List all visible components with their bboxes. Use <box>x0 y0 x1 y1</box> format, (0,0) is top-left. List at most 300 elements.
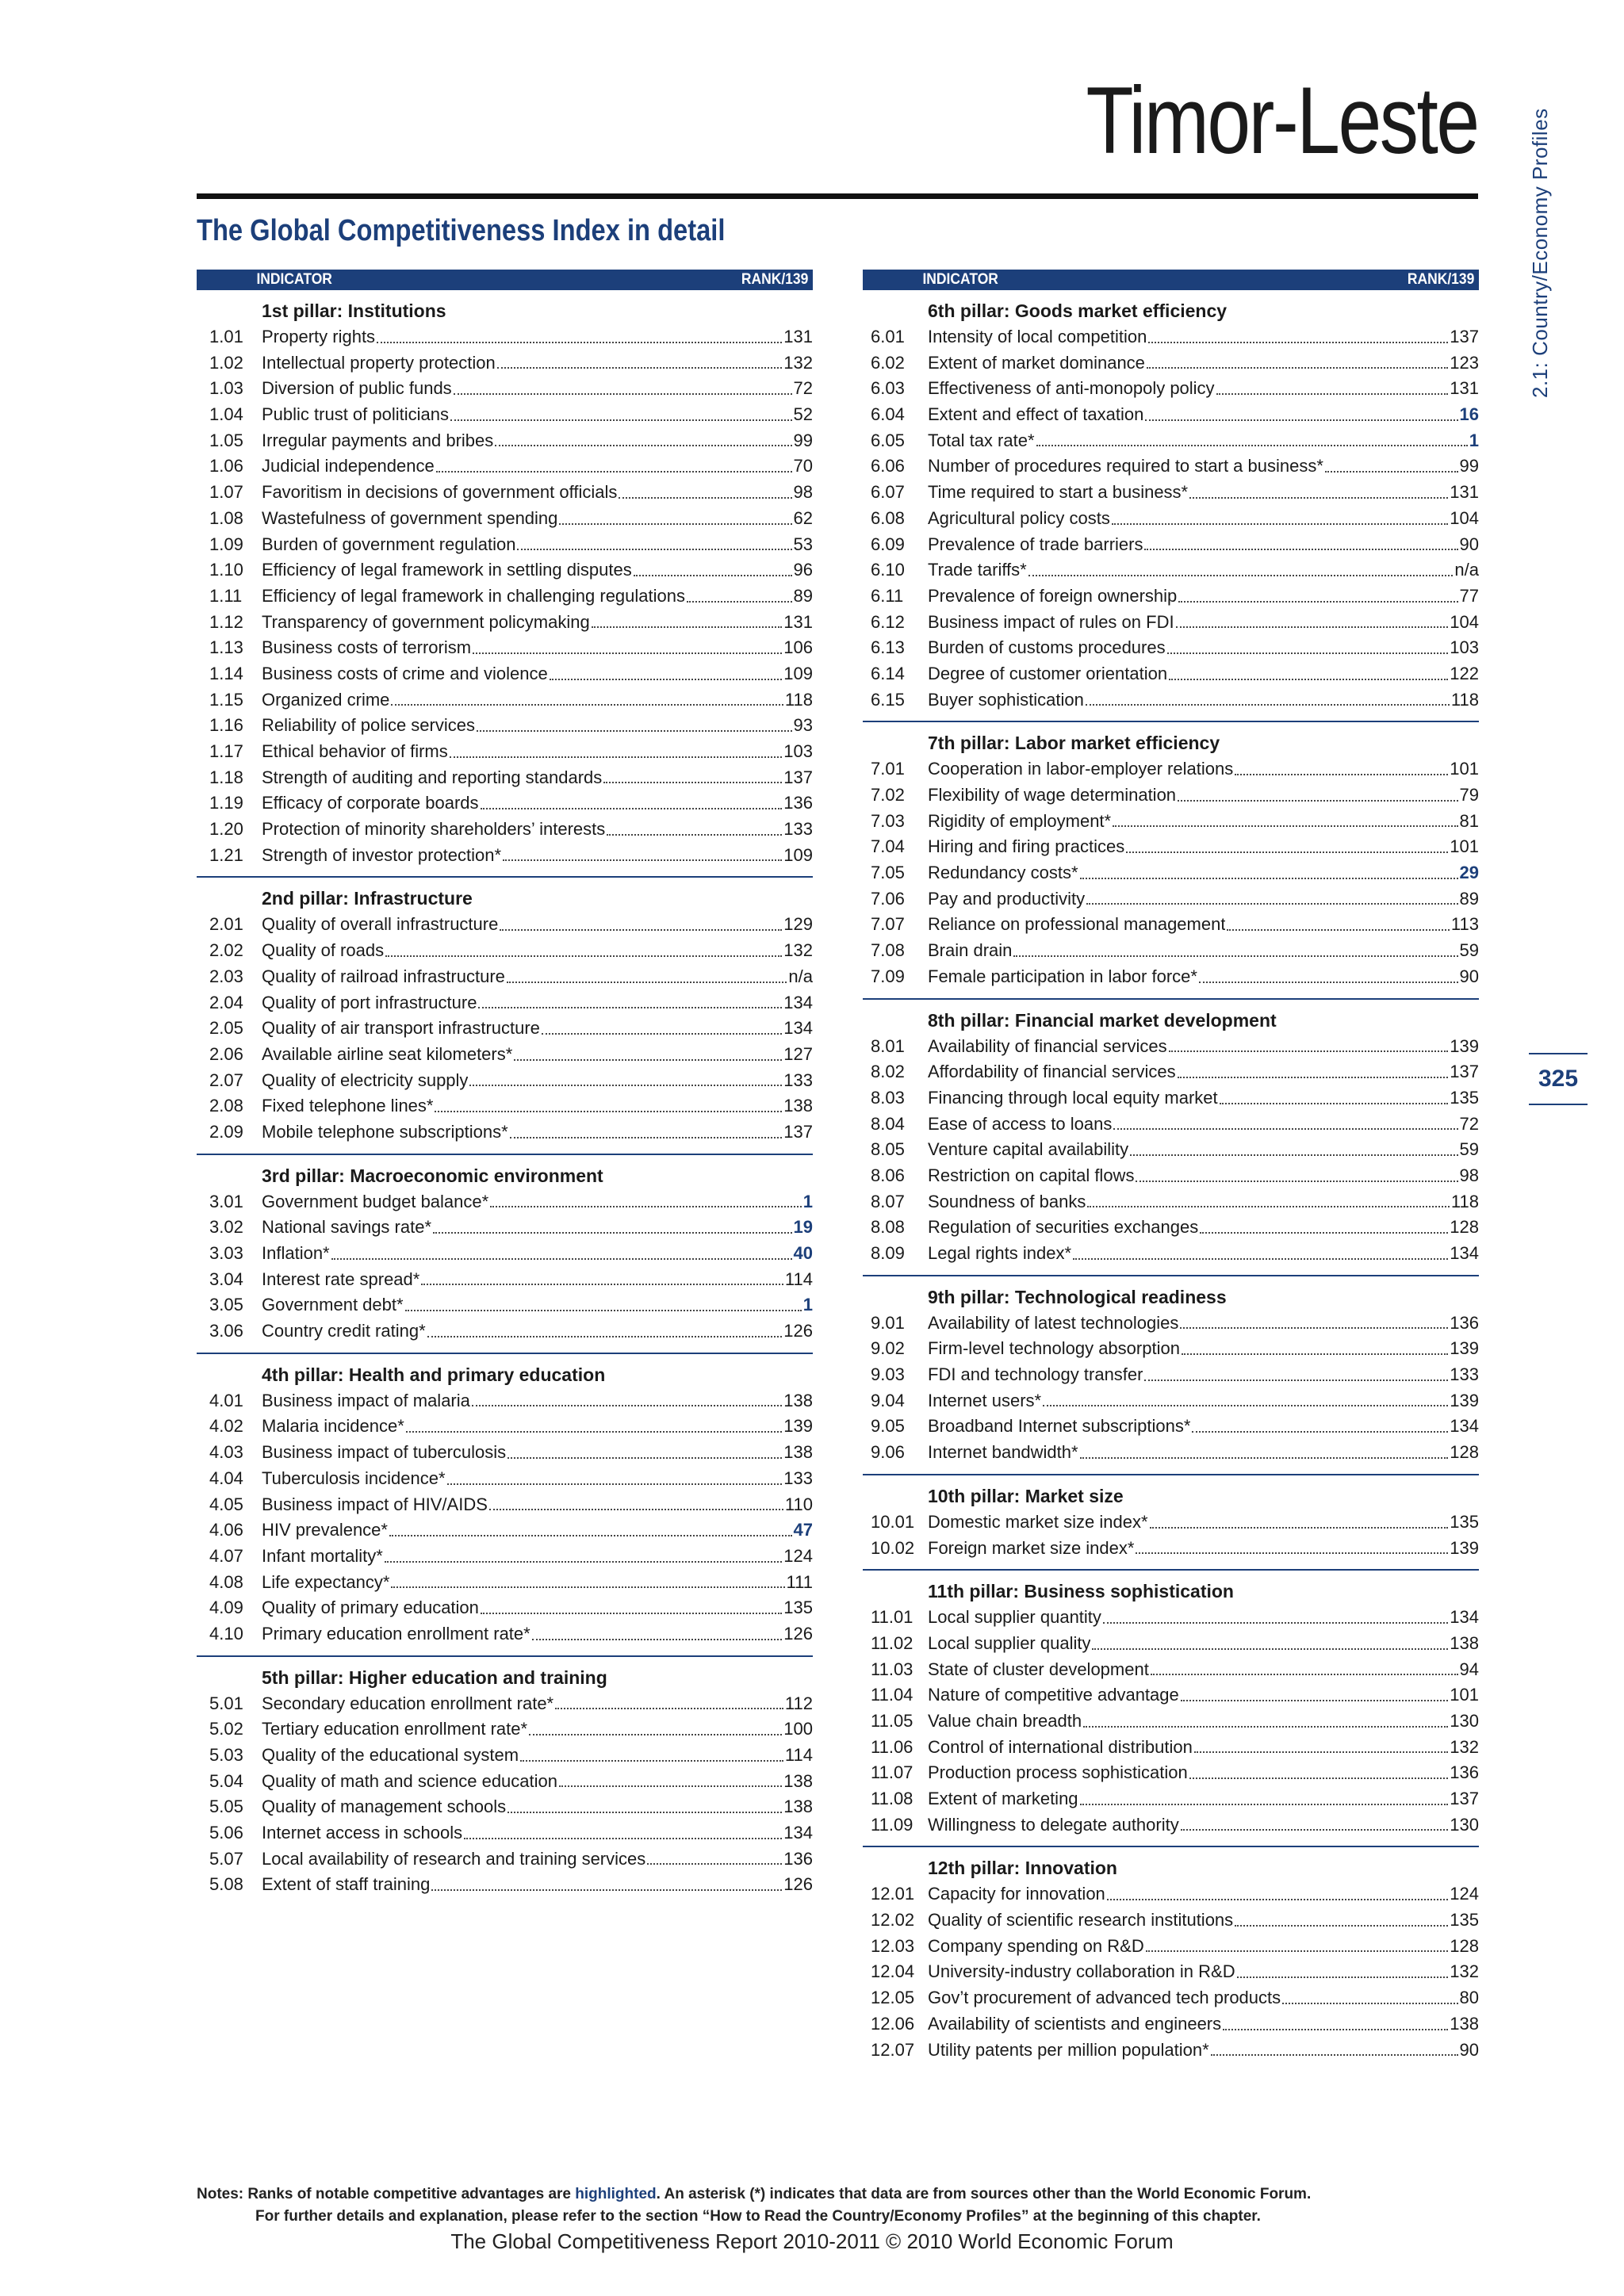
indicator-code: 7.03 <box>871 810 905 831</box>
indicator-name: Ease of access to loans <box>928 1113 1113 1134</box>
indicator-name: National savings rate* <box>262 1217 432 1238</box>
indicator-row <box>197 964 813 990</box>
indicator-code: 6.01 <box>871 327 905 346</box>
indicator-name: Female participation in labor force* <box>928 966 1197 986</box>
dot-leader <box>477 713 792 732</box>
indicator-row <box>863 1985 1479 2011</box>
indicator-rank: 77 <box>1459 585 1479 606</box>
indicator-rank: 90 <box>1459 2039 1479 2060</box>
indicator-name: Government budget balance* <box>262 1191 489 1211</box>
dot-leader <box>1036 428 1468 447</box>
indicator-row <box>863 1908 1479 1934</box>
indicator-name: Total tax rate* <box>928 430 1035 450</box>
indicator-rank: 139 <box>1450 1537 1479 1558</box>
indicator-name: Secondary education enrollment rate* <box>262 1693 554 1713</box>
dot-leader <box>433 1215 792 1234</box>
indicator-row <box>863 1085 1479 1112</box>
indicator-row <box>863 1786 1479 1812</box>
indicator-name: Willingness to delegate authority <box>928 1814 1179 1835</box>
indicator-code: 4.01 <box>209 1390 243 1410</box>
indicator-row <box>197 506 813 532</box>
indicator-code: 6.15 <box>871 689 905 710</box>
indicator-name: Production process sophistication <box>928 1762 1188 1783</box>
pillar-title: 7th pillar: Labor market efficiency <box>928 733 1220 754</box>
indicator-row <box>863 860 1479 886</box>
indicator-rank: 94 <box>1459 1659 1479 1679</box>
indicator-name: Quality of port infrastructure <box>262 992 477 1012</box>
indicator-rank: 132 <box>1450 1961 1479 1982</box>
indicator-code: 11.05 <box>871 1710 914 1731</box>
indicator-name: Soundness of banks <box>928 1191 1086 1211</box>
indicator-row <box>197 453 813 480</box>
dot-leader <box>1083 1709 1448 1728</box>
indicator-code: 4.04 <box>209 1468 243 1488</box>
indicator-row <box>197 817 813 843</box>
indicator-name: Tertiary education enrollment rate* <box>262 1719 528 1739</box>
dot-leader <box>389 1517 792 1536</box>
pillar-title: 5th pillar: Higher education and training <box>262 1667 607 1688</box>
dot-leader <box>1194 1735 1448 1754</box>
pillar-title: 10th pillar: Market size <box>928 1485 1124 1506</box>
indicator-name: Reliability of police services <box>262 715 475 736</box>
indicator-name: Buyer sophistication <box>928 689 1084 710</box>
indicator-name: Tuberculosis incidence* <box>262 1468 446 1488</box>
notes-line-2: For further details and explanation, please refer to the section “How to Read the Country/Economy Profiles” at the beginning of this chapter. <box>255 2208 1261 2225</box>
indicator-row <box>197 1517 813 1544</box>
indicator-name: Country credit rating* <box>262 1321 426 1341</box>
indicator-code: 6.08 <box>871 507 905 528</box>
indicator-header: INDICATOR <box>922 271 998 288</box>
indicator-name: Efficiency of legal framework in challenging regulations <box>262 585 685 606</box>
indicator-rank: 138 <box>1450 1632 1479 1653</box>
indicator-code: 1.09 <box>209 534 243 554</box>
indicator-row <box>197 1716 813 1743</box>
indicator-rank: 134 <box>1450 1416 1479 1437</box>
indicator-code: 12.03 <box>871 1935 915 1956</box>
pillar-section <box>197 876 813 1145</box>
indicator-code: 1.10 <box>209 560 243 580</box>
indicator-code: 7.01 <box>871 759 905 779</box>
dot-leader <box>619 480 791 499</box>
indicator-code: 9.04 <box>871 1390 905 1410</box>
indicator-code: 1.13 <box>209 637 243 658</box>
indicator-rank: 124 <box>783 1545 813 1566</box>
indicator-row <box>197 610 813 636</box>
dot-leader <box>1136 1536 1448 1555</box>
indicator-rank: 133 <box>783 1070 813 1090</box>
indicator-rank: 128 <box>1450 1217 1479 1238</box>
indicator-code: 5.04 <box>209 1770 243 1791</box>
indicator-header: INDICATOR <box>256 271 332 288</box>
dot-leader <box>1192 1414 1448 1433</box>
section-title: The Global Competitiveness Index in detail <box>197 214 726 247</box>
pillar-section <box>197 298 813 868</box>
dot-leader <box>1181 1812 1449 1831</box>
indicator-code: 3.01 <box>209 1191 243 1211</box>
indicator-row <box>863 1059 1479 1085</box>
indicator-rank: 99 <box>1459 456 1479 476</box>
indicator-rank: 134 <box>783 1018 813 1039</box>
indicator-rank: 90 <box>1459 534 1479 554</box>
indicator-code: 10.01 <box>871 1511 915 1532</box>
dot-leader <box>1147 350 1448 369</box>
dot-leader <box>431 1872 782 1891</box>
indicator-name: Diversion of public funds <box>262 378 452 399</box>
indicator-code: 11.03 <box>871 1659 914 1679</box>
dot-leader <box>1080 1440 1449 1459</box>
dot-leader <box>1126 834 1448 853</box>
indicator-row <box>197 1846 813 1873</box>
indicator-code: 5.02 <box>209 1719 243 1739</box>
indicator-name: Organized crime <box>262 689 390 710</box>
indicator-row <box>197 1189 813 1215</box>
dot-leader <box>481 790 783 809</box>
indicator-rank: 118 <box>1450 1191 1479 1211</box>
dot-leader <box>1144 532 1457 551</box>
indicator-code: 4.10 <box>209 1623 243 1644</box>
indicator-row <box>197 1544 813 1570</box>
indicator-row <box>863 756 1479 783</box>
dot-leader <box>497 350 783 369</box>
dot-leader <box>542 1016 782 1035</box>
dot-leader <box>647 1846 782 1866</box>
dot-leader <box>1150 1510 1449 1529</box>
indicator-rank: 104 <box>1450 507 1479 528</box>
dot-leader <box>503 843 782 862</box>
dot-leader <box>559 1769 782 1788</box>
indicator-row <box>197 532 813 558</box>
indicator-row <box>197 1872 813 1898</box>
indicator-row <box>197 402 813 428</box>
indicator-row <box>197 1119 813 1146</box>
indicator-name: FDI and technology transfer <box>928 1364 1143 1385</box>
dot-leader <box>472 1388 782 1407</box>
indicator-rank: 126 <box>783 1321 813 1341</box>
indicator-row <box>863 453 1479 480</box>
left-pillars <box>197 298 813 1898</box>
indicator-rank-highlighted: 19 <box>793 1217 813 1238</box>
indicator-rank: 109 <box>783 663 813 683</box>
indicator-row <box>863 938 1479 964</box>
indicator-row <box>197 687 813 714</box>
dot-leader <box>427 1318 783 1337</box>
indicator-name: Internet users* <box>928 1390 1042 1410</box>
dot-leader <box>454 376 792 395</box>
indicator-name: Inflation* <box>262 1243 330 1263</box>
indicator-row <box>197 428 813 454</box>
indicator-rank: 135 <box>1450 1511 1479 1532</box>
dot-leader <box>1325 453 1458 473</box>
indicator-rank-highlighted: 40 <box>793 1243 813 1263</box>
indicator-row <box>197 480 813 506</box>
indicator-name: Protection of minority shareholders’ interests <box>262 819 606 840</box>
indicator-row <box>197 1621 813 1647</box>
column-header <box>197 270 813 290</box>
indicator-rank: 130 <box>1450 1710 1479 1731</box>
indicator-name: Availability of latest technologies <box>928 1312 1179 1333</box>
dot-leader <box>405 1292 802 1311</box>
indicator-rank: 138 <box>783 1770 813 1791</box>
indicator-row <box>197 1093 813 1119</box>
indicator-code: 4.09 <box>209 1598 243 1618</box>
indicator-rank: 128 <box>1450 1935 1479 1956</box>
indicator-code: 12.06 <box>871 2013 915 2034</box>
indicator-rank: 133 <box>783 1468 813 1488</box>
rank-header: RANK/139 <box>741 271 809 288</box>
dot-leader <box>391 687 783 706</box>
indicator-name: Available airline seat kilometers* <box>262 1043 513 1064</box>
dot-leader <box>1146 1934 1449 1953</box>
indicator-name: Quality of math and science education <box>262 1770 558 1791</box>
indicator-rank: 139 <box>1450 1035 1479 1056</box>
indicator-name: Agricultural policy costs <box>928 507 1110 528</box>
indicator-rank: 136 <box>1450 1312 1479 1333</box>
indicator-rank: 106 <box>783 637 813 658</box>
indicator-name: HIV prevalence* <box>262 1520 388 1540</box>
indicator-code: 2.02 <box>209 940 243 961</box>
dot-leader <box>495 428 791 447</box>
indicator-code: 3.04 <box>209 1269 243 1289</box>
indicator-name: Business impact of tuberculosis <box>262 1442 507 1463</box>
indicator-row <box>197 765 813 791</box>
indicator-row <box>863 1760 1479 1786</box>
indicator-name: Pay and productivity <box>928 888 1086 909</box>
indicator-row <box>863 1536 1479 1562</box>
indicator-rank-highlighted: 47 <box>793 1520 813 1540</box>
indicator-row <box>197 938 813 964</box>
indicator-row <box>863 1510 1479 1536</box>
indicator-row <box>863 1881 1479 1908</box>
indicator-code: 9.06 <box>871 1442 905 1463</box>
indicator-row <box>863 1336 1479 1362</box>
indicator-row <box>863 1189 1479 1215</box>
dot-leader <box>1200 1215 1448 1234</box>
indicator-code: 6.09 <box>871 534 905 554</box>
indicator-code: 5.05 <box>209 1797 243 1817</box>
indicator-row <box>863 1709 1479 1735</box>
indicator-rank: 98 <box>793 482 813 503</box>
indicator-row <box>197 1794 813 1820</box>
indicator-name: Restriction on capital flows <box>928 1165 1135 1185</box>
indicator-code: 7.09 <box>871 966 905 986</box>
dot-leader <box>1043 1388 1448 1407</box>
indicator-code: 11.08 <box>871 1789 914 1808</box>
indicator-code: 1.08 <box>209 507 243 528</box>
indicator-code: 8.06 <box>871 1165 905 1185</box>
pillar-section <box>197 1655 813 1899</box>
dot-leader <box>1073 1241 1448 1260</box>
dot-leader <box>1112 506 1448 525</box>
indicator-rank: 109 <box>783 844 813 865</box>
indicator-rank: 118 <box>1450 689 1479 710</box>
indicator-rank: 118 <box>784 689 813 710</box>
indicator-row <box>197 1267 813 1293</box>
dot-leader <box>1028 557 1454 576</box>
indicator-name: Trade tariffs* <box>928 560 1027 580</box>
dot-leader <box>1087 1189 1450 1208</box>
indicator-name: Brain drain <box>928 940 1013 961</box>
indicator-row <box>863 428 1479 454</box>
dot-leader <box>1167 635 1449 654</box>
indicator-row <box>197 790 813 817</box>
indicator-name: Availability of financial services <box>928 1035 1167 1056</box>
indicator-code: 6.03 <box>871 378 905 399</box>
indicator-code: 11.02 <box>871 1632 914 1653</box>
indicator-row <box>863 1163 1479 1189</box>
indicator-rank: 139 <box>783 1416 813 1437</box>
dot-leader <box>555 1691 783 1710</box>
dot-leader <box>450 402 792 421</box>
indicator-code: 1.17 <box>209 741 243 761</box>
indicator-rank: 126 <box>783 1874 813 1895</box>
indicator-name: Domestic market size index* <box>928 1511 1148 1532</box>
indicator-name: Burden of customs procedures <box>928 637 1166 658</box>
indicator-code: 1.15 <box>209 689 243 710</box>
indicator-row <box>197 1492 813 1518</box>
dot-leader <box>520 1743 783 1762</box>
indicator-code: 1.21 <box>209 844 243 865</box>
indicator-code: 8.01 <box>871 1035 905 1056</box>
indicator-code: 8.07 <box>871 1191 905 1211</box>
dot-leader <box>478 990 782 1009</box>
indicator-rank: 135 <box>1450 1087 1479 1108</box>
indicator-name: Government debt* <box>262 1295 404 1315</box>
indicator-name: University-industry collaboration in R&D <box>928 1961 1235 1982</box>
dot-leader <box>406 1414 783 1433</box>
indicator-rank: 132 <box>783 352 813 373</box>
indicator-row <box>197 1414 813 1440</box>
indicator-rank: 135 <box>1450 1910 1479 1931</box>
indicator-name: Number of procedures required to start a business* <box>928 456 1323 476</box>
indicator-rank: 131 <box>783 611 813 632</box>
dot-leader <box>1199 964 1458 983</box>
indicator-name: Infant mortality* <box>262 1545 383 1566</box>
indicator-code: 3.02 <box>209 1217 243 1238</box>
notes-highlight: highlighted <box>575 2186 657 2202</box>
dot-leader <box>464 1820 782 1839</box>
dot-leader <box>1136 1163 1457 1182</box>
dot-leader <box>634 557 792 576</box>
indicator-name: Availability of scientists and engineers <box>928 2013 1222 2034</box>
indicator-rank: 123 <box>1450 352 1479 373</box>
indicator-rank: 133 <box>1450 1364 1479 1385</box>
indicator-rank: n/a <box>1454 560 1479 580</box>
dot-leader <box>1178 783 1457 802</box>
indicator-code: 9.03 <box>871 1364 905 1385</box>
indicator-rank: 101 <box>1450 759 1479 779</box>
indicator-rank-highlighted: 1 <box>1469 430 1479 450</box>
indicator-name: Gov’t procurement of advanced tech products <box>928 1988 1281 2008</box>
indicator-code: 4.05 <box>209 1494 243 1514</box>
indicator-rank: 134 <box>1450 1243 1479 1263</box>
indicator-name: Quality of the educational system <box>262 1745 519 1765</box>
dot-leader <box>1148 324 1448 343</box>
indicator-row <box>863 1241 1479 1267</box>
indicator-rank: 137 <box>1450 1062 1479 1082</box>
indicator-row <box>863 783 1479 809</box>
dot-leader <box>1080 860 1458 879</box>
dot-leader <box>559 506 791 525</box>
indicator-code: 1.02 <box>209 352 243 373</box>
indicator-rank-highlighted: 1 <box>802 1191 813 1211</box>
indicator-code: 11.04 <box>871 1685 914 1705</box>
indicator-name: Foreign market size index* <box>928 1537 1135 1558</box>
indicator-row <box>197 1466 813 1492</box>
indicator-name: Financing through local equity market <box>928 1087 1218 1108</box>
indicator-code: 8.04 <box>871 1113 905 1134</box>
pillar-section <box>863 298 1479 713</box>
dot-leader <box>1092 1631 1448 1650</box>
indicator-name: Favoritism in decisions of government officials <box>262 482 618 503</box>
indicator-row <box>863 1311 1479 1337</box>
indicator-row <box>863 964 1479 990</box>
indicator-rank: 122 <box>1450 663 1479 683</box>
indicator-code: 4.06 <box>209 1520 243 1540</box>
indicator-row <box>863 661 1479 687</box>
indicator-rank: 136 <box>783 793 813 813</box>
dot-leader <box>450 739 783 758</box>
dot-leader <box>469 1068 782 1087</box>
indicator-code: 1.04 <box>209 404 243 425</box>
dot-leader <box>385 1544 782 1563</box>
indicator-row <box>863 557 1479 584</box>
indicator-row <box>863 1735 1479 1761</box>
indicator-row <box>197 1042 813 1068</box>
indicator-rank: 53 <box>793 534 813 554</box>
indicator-rank: 135 <box>783 1598 813 1618</box>
indicator-row <box>863 912 1479 938</box>
notes <box>197 2183 1311 2228</box>
indicator-rank: 79 <box>1459 785 1479 805</box>
indicator-name: Internet access in schools <box>262 1823 463 1843</box>
indicator-rank: 136 <box>1450 1762 1479 1783</box>
dot-leader <box>447 1466 783 1485</box>
pillar-title: 8th pillar: Financial market development <box>928 1009 1277 1031</box>
side-label: 2.1: Country/Economy Profiles <box>1528 108 1552 398</box>
pillar-section <box>863 1569 1479 1838</box>
dot-leader <box>532 1621 783 1640</box>
indicator-row <box>863 2011 1479 2038</box>
indicator-row <box>197 990 813 1016</box>
indicator-code: 11.09 <box>871 1814 914 1835</box>
country-title: Timor-Leste <box>1086 67 1478 174</box>
dot-leader <box>592 610 783 629</box>
dot-leader <box>1113 1112 1457 1131</box>
indicator-rank: 137 <box>1450 327 1479 346</box>
dot-leader <box>500 912 782 931</box>
dot-leader <box>1169 1034 1449 1053</box>
dot-leader <box>1176 610 1449 629</box>
indicator-rank: 72 <box>1459 1113 1479 1134</box>
indicator-name: Business costs of crime and violence <box>262 663 548 683</box>
indicator-rank-highlighted: 1 <box>802 1295 813 1315</box>
indicator-code: 6.07 <box>871 482 905 503</box>
indicator-rank: 137 <box>783 1121 813 1142</box>
indicator-row <box>197 324 813 350</box>
indicator-rank: 128 <box>1450 1442 1479 1463</box>
indicator-name: Quality of scientific research institutions <box>928 1910 1234 1931</box>
indicator-rank: n/a <box>788 966 813 986</box>
indicator-code: 1.07 <box>209 482 243 503</box>
indicator-row <box>197 1241 813 1267</box>
dot-leader <box>1223 2011 1448 2030</box>
indicator-row <box>197 1292 813 1318</box>
indicator-code: 9.05 <box>871 1416 905 1437</box>
indicator-row <box>197 1318 813 1345</box>
indicator-name: Prevalence of foreign ownership <box>928 585 1178 606</box>
indicator-row <box>863 809 1479 835</box>
pillar-title: 1st pillar: Institutions <box>262 300 446 321</box>
